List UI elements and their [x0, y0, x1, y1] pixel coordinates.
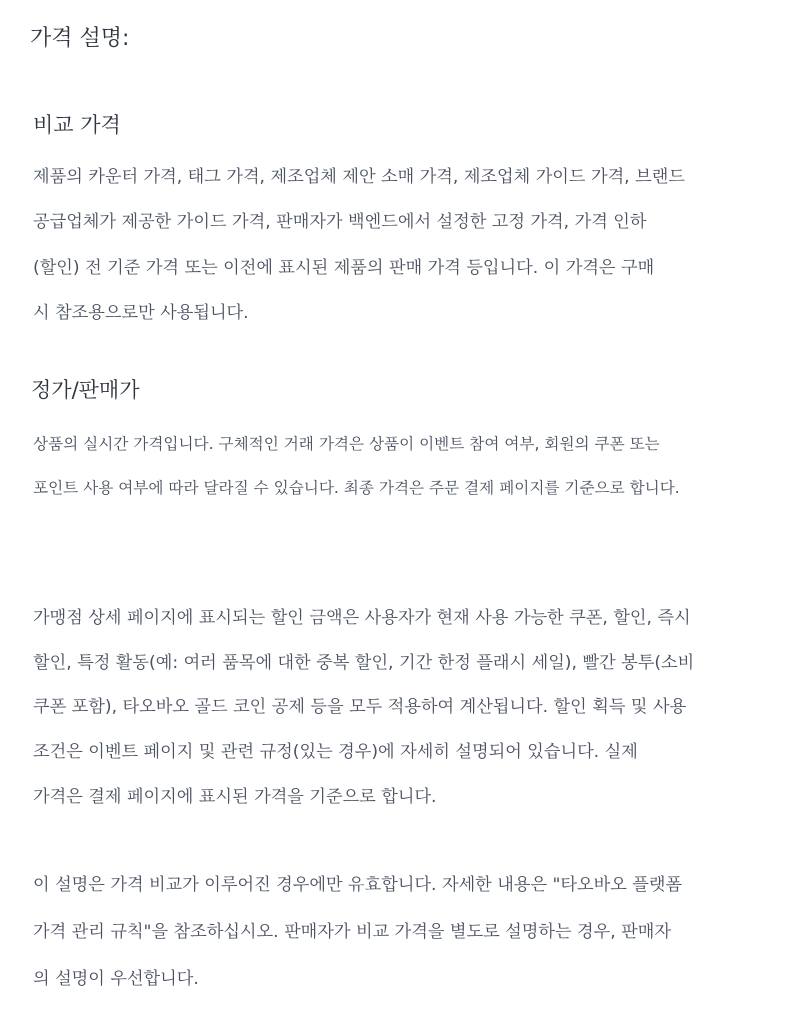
regular-sale-price-heading: 정가/판매가 [31, 378, 140, 402]
regular-sale-price-line: 상품의 실시간 가격입니다. 구체적인 거래 가격은 상품이 이벤트 참여 여부, 회원의 쿠폰 또는 [33, 435, 660, 453]
compare-price-heading: 비교 가격 [33, 113, 121, 137]
regular-sale-price-line: 포인트 사용 여부에 따라 달라질 수 있습니다. 최종 가격은 주문 결제 페이지를 기준으로 합니다. [33, 479, 680, 497]
discount-line: 가맹점 상세 페이지에 표시되는 할인 금액은 사용자가 현재 사용 가능한 쿠폰, 할인, 즉시 [33, 608, 691, 628]
page-title: 가격 설명: [30, 26, 130, 51]
discount-line: 조건은 이벤트 페이지 및 관련 규정(있는 경우)에 자세히 설명되어 있습니다. 실제 [33, 742, 638, 763]
discount-line: 할인, 특정 활동(예: 여러 품목에 대한 중복 할인, 기간 한정 플래시 세일), 빨간 봉투(소비 [33, 652, 695, 673]
notice-line: 이 설명은 가격 비교가 이루어진 경우에만 유효합니다. 자세한 내용은 "타오바오 플랫폼 [33, 875, 683, 895]
compare-price-line: 제품의 카운터 가격, 태그 가격, 제조업체 제안 소매 가격, 제조업체 가이드 가격, 브랜드 [33, 167, 685, 187]
discount-line: 쿠폰 포함), 타오바오 골드 코인 공제 등을 모두 적용하여 계산됩니다. 할인 획득 및 사용 [33, 697, 687, 718]
notice-line: 의 설명이 우선합니다. [33, 969, 199, 989]
compare-price-line: 공급업체가 제공한 가이드 가격, 판매자가 백엔드에서 설정한 고정 가격, 가격 인하 [33, 212, 647, 233]
compare-price-line: (할인) 전 기준 가격 또는 이전에 표시된 제품의 판매 가격 등입니다. 이 가격은 구매 [33, 257, 655, 278]
discount-paragraph [33, 596, 694, 820]
compare-price-paragraph [33, 155, 685, 337]
regular-sale-price-paragraph [33, 422, 680, 510]
discount-line: 가격은 결제 페이지에 표시된 가격을 기준으로 합니다. [33, 786, 437, 807]
notice-paragraph [33, 862, 682, 1003]
notice-line: 가격 관리 규칙"을 참조하십시오. 판매자가 비교 가격을 별도로 설명하는 경우, 판매자 [33, 922, 671, 942]
compare-price-line: 시 참조용으로만 사용됩니다. [33, 303, 249, 324]
